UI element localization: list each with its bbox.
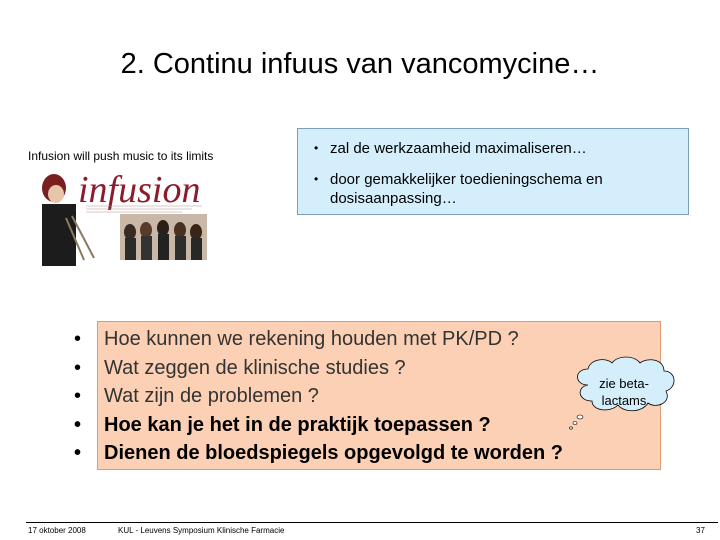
footer-event: KUL - Leuvens Symposium Klinische Farmacie [118,526,285,535]
cloud-text [578,375,670,409]
question-item: • Wat zijn de problemen ? [68,382,563,411]
benefits-box [297,128,689,215]
question-item-emphasis: • Dienen de bloedspiegels opgevolgd te worden ? [68,439,563,468]
cloud-line-2: lactams [601,393,647,408]
footer-date: 17 oktober 2008 [28,526,86,535]
cloud-line-1: zie beta- [599,376,649,391]
infusion-poster-graphic [42,170,207,266]
question-item: • Hoe kunnen we rekening houden met PK/PD ? [68,325,563,354]
question-item-emphasis: • Hoe kan je het in de praktijk toepassen ? [68,411,563,440]
footer-divider [26,522,718,523]
questions-list [68,325,563,468]
infusion-image [42,170,207,266]
slide-title: 2. Continu infuus van vancomycine… [120,48,600,80]
infusion-logo: infusion [78,170,201,211]
image-caption: Infusion will push music to its limits [28,149,214,163]
question-item: • Wat zeggen de klinische studies ? [68,354,563,383]
page-number: 37 [696,526,705,535]
benefit-item: • zal de werkzaamheid maximaliseren… [308,139,678,158]
benefit-item: • door gemakkelijker toedieningschema en dosisaanpassing… [308,170,678,208]
thought-cloud-tail [566,414,586,432]
